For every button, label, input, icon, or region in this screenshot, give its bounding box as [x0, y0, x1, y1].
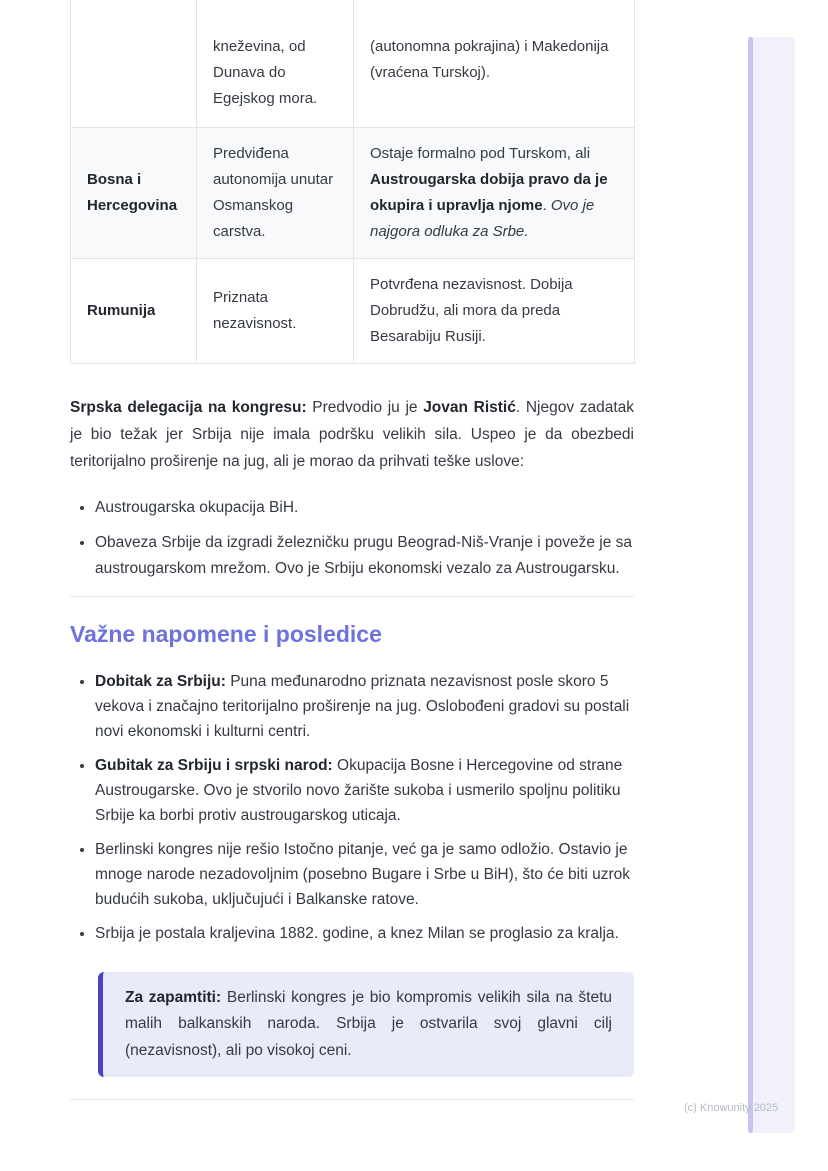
table-row — [71, 258, 635, 363]
list-item — [95, 669, 634, 744]
list-item-text: Puna međunarodno priznata nezavisnost posle skoro 5 vekova i značajno teritorijalno proširenje na jug. Oslobođeni gradovi su postali novi ekonomski i kulturni centri. — [95, 672, 630, 740]
list-item-text: Berlinski kongres nije rešio Istočno pitanje, već ga je samo odložio. Ostavio je mnoge narode nezadovoljnim (posebno Bugare i Srbe u BiH), što će biti uzrok budućih sukoba, uključujući i Balkanske ratove. — [95, 840, 631, 908]
table-cell-outcome — [354, 0, 635, 127]
list-item-bold: Gubitak za Srbiju i srpski narod: — [95, 756, 333, 774]
list-item — [95, 530, 634, 582]
table-cell-status — [197, 0, 354, 127]
cell-text: Potvrđena nezavisnost. Dobija Dobrudžu, ali mora da preda Besarabiju Rusiji. — [370, 275, 573, 345]
list-item-text: Austrougarska okupacija BiH. — [95, 498, 299, 516]
remember-callout — [98, 972, 634, 1078]
table-cell-status — [197, 127, 354, 258]
cell-italic-text: Ovo je najgora odluka za Srbe. — [370, 196, 595, 240]
section-divider — [70, 596, 634, 597]
cell-text: Ostaje formalno pod Turskom, ali — [370, 144, 591, 162]
table-cell-country: Rumunija — [71, 258, 197, 363]
notes-list — [70, 669, 634, 946]
list-item-text: Okupacija Bosne i Hercegovine od strane Austrougarske. Ovo je stvorilo novo žarište sukoba i usmerilo spoljnu politiku Srbije ka borbi protiv austrougarskog uticaja. — [95, 756, 623, 824]
table-row — [71, 127, 635, 258]
paragraph-lead-bold: Srpska delegacija na kongresu: — [70, 398, 307, 416]
watermark: (c) Knowunity 2025 — [684, 1102, 779, 1114]
table-cell-status — [197, 258, 354, 363]
congress-results-table — [70, 0, 635, 364]
table-cell-outcome — [354, 127, 635, 258]
scrollbar-thumb[interactable] — [748, 37, 753, 1133]
callout-text: Berlinski kongres je bio kompromis velikih sila na štetu malih balkanskih naroda. Srbija je ostvarila svoj glavni cilj (nezavisnost), ali po visokoj ceni. — [125, 988, 613, 1059]
scrollbar[interactable] — [748, 37, 795, 1133]
cell-text: kneževina, od Dunava do Egejskog mora. — [213, 38, 318, 107]
cell-text: (autonomna pokrajina) i Makedonija (vraćena Turskoj). — [370, 38, 609, 81]
table-cell-country — [71, 0, 197, 127]
list-item — [95, 753, 634, 828]
list-item — [95, 495, 634, 521]
conditions-list — [70, 495, 634, 582]
list-item-bold: Dobitak za Srbiju: — [95, 672, 226, 690]
paragraph-text: . Njegov zadatak je bio težak jer Srbija nije imala podršku velikih sila. Uspeo je da obezbedi teritorijalno proširenje na jug, ali je morao da prihvati teške uslove: — [70, 398, 635, 470]
table-cell-country: Bosna i Hercegovina — [71, 127, 197, 258]
list-item — [95, 921, 634, 946]
paragraph-name-bold: Jovan Ristić — [423, 398, 516, 416]
list-item-text: Obaveza Srbije da izgradi železničku prugu Beograd-Niš-Vranje i poveže je sa austrougarskom mrežom. Ovo je Srbiju ekonomski vezalo za Austrougarsku. — [95, 533, 633, 577]
table-cell-outcome — [354, 258, 635, 363]
callout-lead-bold: Za zapamtiti: — [125, 988, 222, 1006]
cell-text: . — [542, 196, 551, 214]
document-content — [70, 0, 634, 1100]
list-item — [95, 837, 634, 912]
delegation-paragraph — [70, 394, 634, 475]
section-heading: Važne napomene i posledice — [70, 620, 382, 647]
table-row — [71, 0, 635, 127]
cell-bold-text: Austrougarska dobija pravo da je okupira i upravlja njome — [370, 170, 608, 214]
list-item-text: Srbija je postala kraljevina 1882. godine, a knez Milan se proglasio za kralja. — [95, 924, 619, 942]
bottom-divider — [70, 1099, 634, 1100]
cell-text: Predviđena autonomija unutar Osmanskog carstva. — [213, 144, 334, 240]
cell-text: Priznata nezavisnost. — [213, 288, 297, 332]
paragraph-text: Predvodio ju je — [306, 398, 424, 416]
